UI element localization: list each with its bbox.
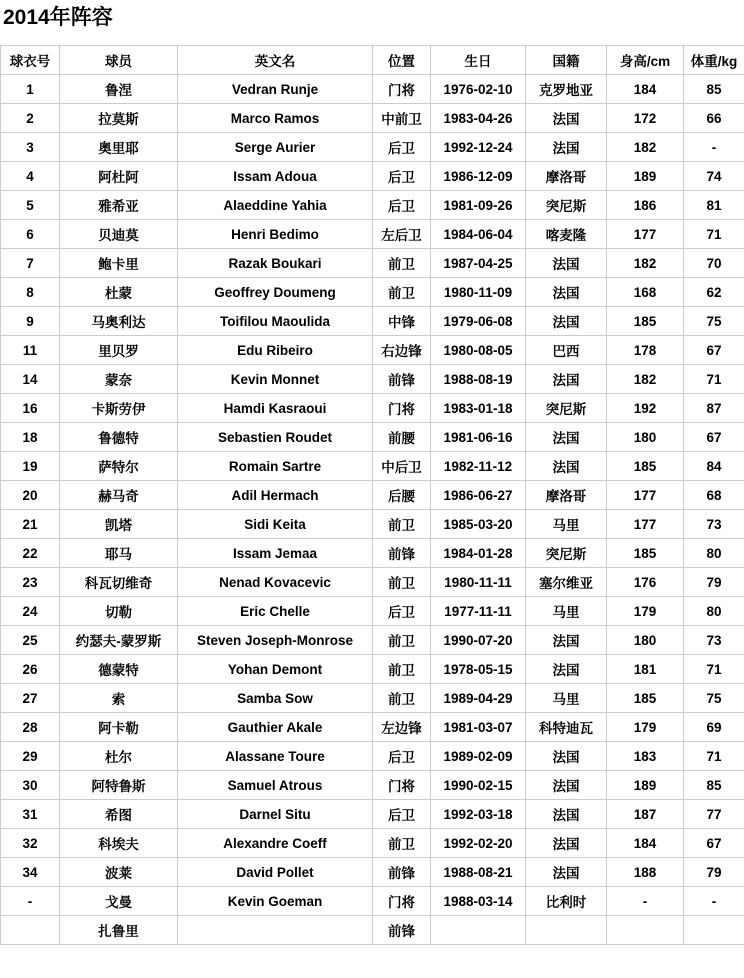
squad-table xyxy=(0,45,744,945)
table-cell: 184 xyxy=(607,75,684,104)
header-cell: 英文名 xyxy=(178,46,373,75)
table-cell: Edu Ribeiro xyxy=(178,336,373,365)
table-cell: 189 xyxy=(607,162,684,191)
table-cell: Samba Sow xyxy=(178,684,373,713)
table-cell: 摩洛哥 xyxy=(526,162,607,191)
table-row xyxy=(1,887,744,916)
table-cell: 前卫 xyxy=(373,278,431,307)
table-cell: 后卫 xyxy=(373,597,431,626)
table-cell: 11 xyxy=(1,336,60,365)
table-row xyxy=(1,452,744,481)
table-cell: 科瓦切维奇 xyxy=(60,568,178,597)
table-cell: Yohan Demont xyxy=(178,655,373,684)
table-row xyxy=(1,162,744,191)
table-cell: 突尼斯 xyxy=(526,539,607,568)
table-cell: 73 xyxy=(684,510,744,539)
table-cell: Razak Boukari xyxy=(178,249,373,278)
header-cell: 球员 xyxy=(60,46,178,75)
table-cell: 9 xyxy=(1,307,60,336)
table-cell: 约瑟夫-蒙罗斯 xyxy=(60,626,178,655)
table-cell: 阿杜阿 xyxy=(60,162,178,191)
table-cell: 31 xyxy=(1,800,60,829)
table-cell: 科特迪瓦 xyxy=(526,713,607,742)
table-cell: 179 xyxy=(607,713,684,742)
table-cell: 1982-11-12 xyxy=(431,452,526,481)
table-row xyxy=(1,104,744,133)
table-cell: Sebastien Roudet xyxy=(178,423,373,452)
table-cell: 180 xyxy=(607,626,684,655)
table-cell: Issam Jemaa xyxy=(178,539,373,568)
table-cell: 188 xyxy=(607,858,684,887)
table-cell: 177 xyxy=(607,481,684,510)
header-cell: 位置 xyxy=(373,46,431,75)
table-cell: 32 xyxy=(1,829,60,858)
table-cell: 1989-04-29 xyxy=(431,684,526,713)
table-cell: 192 xyxy=(607,394,684,423)
table-cell: 阿特鲁斯 xyxy=(60,771,178,800)
table-cell: Serge Aurier xyxy=(178,133,373,162)
table-cell: 74 xyxy=(684,162,744,191)
table-cell: 1985-03-20 xyxy=(431,510,526,539)
table-cell: 182 xyxy=(607,365,684,394)
table-cell: 30 xyxy=(1,771,60,800)
table-cell: 马里 xyxy=(526,684,607,713)
table-cell: 后卫 xyxy=(373,133,431,162)
table-cell: 鲍卡里 xyxy=(60,249,178,278)
table-cell: 前卫 xyxy=(373,249,431,278)
table-cell: 180 xyxy=(607,423,684,452)
table-cell: 5 xyxy=(1,191,60,220)
table-cell: 门将 xyxy=(373,394,431,423)
table-cell: 法国 xyxy=(526,104,607,133)
table-cell: - xyxy=(1,887,60,916)
table-cell: Darnel Situ xyxy=(178,800,373,829)
table-cell: 7 xyxy=(1,249,60,278)
table-cell: 1980-08-05 xyxy=(431,336,526,365)
table-cell: 里贝罗 xyxy=(60,336,178,365)
table-cell: 176 xyxy=(607,568,684,597)
table-cell: 1992-03-18 xyxy=(431,800,526,829)
table-row xyxy=(1,858,744,887)
table-cell: 1988-08-19 xyxy=(431,365,526,394)
table-row xyxy=(1,626,744,655)
table-cell: 1981-03-07 xyxy=(431,713,526,742)
table-cell: 185 xyxy=(607,539,684,568)
table-cell: 左后卫 xyxy=(373,220,431,249)
table-cell: 法国 xyxy=(526,771,607,800)
table-body xyxy=(1,75,744,945)
table-cell: 4 xyxy=(1,162,60,191)
table-cell: Marco Ramos xyxy=(178,104,373,133)
table-cell: 杜尔 xyxy=(60,742,178,771)
table-cell: 177 xyxy=(607,510,684,539)
page-title: 2014年阵容 xyxy=(3,6,744,30)
table-cell: 183 xyxy=(607,742,684,771)
table-row xyxy=(1,713,744,742)
table-cell: 索 xyxy=(60,684,178,713)
table-cell: 1981-09-26 xyxy=(431,191,526,220)
table-cell: 阿卡勒 xyxy=(60,713,178,742)
table-cell: Alexandre Coeff xyxy=(178,829,373,858)
header-cell: 国籍 xyxy=(526,46,607,75)
table-cell: 法国 xyxy=(526,655,607,684)
table-cell: 20 xyxy=(1,481,60,510)
table-cell: 80 xyxy=(684,539,744,568)
table-cell: 81 xyxy=(684,191,744,220)
table-cell: 前卫 xyxy=(373,684,431,713)
table-cell: 克罗地亚 xyxy=(526,75,607,104)
table-cell: 8 xyxy=(1,278,60,307)
table-cell: 70 xyxy=(684,249,744,278)
table-row xyxy=(1,278,744,307)
table-cell: 鲁德特 xyxy=(60,423,178,452)
table-cell: 80 xyxy=(684,597,744,626)
table-cell: 耶马 xyxy=(60,539,178,568)
table-row xyxy=(1,539,744,568)
table-cell: 德蒙特 xyxy=(60,655,178,684)
table-cell: 71 xyxy=(684,655,744,684)
table-row xyxy=(1,597,744,626)
table-cell: 177 xyxy=(607,220,684,249)
table-cell: 1990-07-20 xyxy=(431,626,526,655)
table-cell: 前锋 xyxy=(373,539,431,568)
table-cell: Sidi Keita xyxy=(178,510,373,539)
table-cell: 14 xyxy=(1,365,60,394)
table-row xyxy=(1,916,744,945)
table-cell: 后卫 xyxy=(373,742,431,771)
table-cell: 28 xyxy=(1,713,60,742)
header-row xyxy=(1,46,744,75)
table-cell: 87 xyxy=(684,394,744,423)
table-row xyxy=(1,423,744,452)
table-cell: 中锋 xyxy=(373,307,431,336)
table-cell: 1984-01-28 xyxy=(431,539,526,568)
table-cell: 185 xyxy=(607,452,684,481)
table-cell: 希图 xyxy=(60,800,178,829)
table-cell: 前卫 xyxy=(373,626,431,655)
table-cell: 1981-06-16 xyxy=(431,423,526,452)
table-cell: 法国 xyxy=(526,452,607,481)
table-cell: 凯塔 xyxy=(60,510,178,539)
table-cell: Toifilou Maoulida xyxy=(178,307,373,336)
table-cell: 法国 xyxy=(526,423,607,452)
table-row xyxy=(1,336,744,365)
table-cell: 186 xyxy=(607,191,684,220)
table-cell: 后卫 xyxy=(373,191,431,220)
table-cell: Geoffrey Doumeng xyxy=(178,278,373,307)
table-cell: 26 xyxy=(1,655,60,684)
table-cell: 67 xyxy=(684,829,744,858)
table-cell xyxy=(178,916,373,945)
table-cell: Steven Joseph-Monrose xyxy=(178,626,373,655)
table-cell: 前锋 xyxy=(373,916,431,945)
table-cell: 181 xyxy=(607,655,684,684)
table-cell: 6 xyxy=(1,220,60,249)
table-cell: 右边锋 xyxy=(373,336,431,365)
table-cell: 中前卫 xyxy=(373,104,431,133)
table-cell: 贝迪莫 xyxy=(60,220,178,249)
table-cell: Henri Bedimo xyxy=(178,220,373,249)
table-row xyxy=(1,771,744,800)
table-cell: 172 xyxy=(607,104,684,133)
table-cell: 1980-11-09 xyxy=(431,278,526,307)
table-cell: 法国 xyxy=(526,278,607,307)
table-cell: 71 xyxy=(684,220,744,249)
table-row xyxy=(1,510,744,539)
table-cell: 67 xyxy=(684,336,744,365)
table-row xyxy=(1,568,744,597)
table-cell: 前卫 xyxy=(373,829,431,858)
table-cell: 75 xyxy=(684,307,744,336)
table-cell: 喀麦隆 xyxy=(526,220,607,249)
table-cell: 蒙奈 xyxy=(60,365,178,394)
table-cell: 67 xyxy=(684,423,744,452)
table-cell: 雅希亚 xyxy=(60,191,178,220)
table-cell: 戈曼 xyxy=(60,887,178,916)
table-cell: Alaeddine Yahia xyxy=(178,191,373,220)
table-cell: 62 xyxy=(684,278,744,307)
table-cell: 拉莫斯 xyxy=(60,104,178,133)
table-cell: 马奥利达 xyxy=(60,307,178,336)
table-cell: 69 xyxy=(684,713,744,742)
table-cell: 法国 xyxy=(526,742,607,771)
table-cell: 1992-02-20 xyxy=(431,829,526,858)
table-cell: Gauthier Akale xyxy=(178,713,373,742)
table-cell: 85 xyxy=(684,771,744,800)
table-row xyxy=(1,365,744,394)
table-cell: 马里 xyxy=(526,510,607,539)
table-cell: 1978-05-15 xyxy=(431,655,526,684)
table-cell: 79 xyxy=(684,858,744,887)
table-cell: 68 xyxy=(684,481,744,510)
table-cell xyxy=(607,916,684,945)
table-cell: 2 xyxy=(1,104,60,133)
table-cell: Romain Sartre xyxy=(178,452,373,481)
table-cell: 23 xyxy=(1,568,60,597)
header-cell: 球衣号 xyxy=(1,46,60,75)
table-cell: 77 xyxy=(684,800,744,829)
table-row xyxy=(1,800,744,829)
table-cell: 马里 xyxy=(526,597,607,626)
table-cell: 1989-02-09 xyxy=(431,742,526,771)
table-cell: 切勒 xyxy=(60,597,178,626)
table-cell: 法国 xyxy=(526,307,607,336)
table-cell: 1992-12-24 xyxy=(431,133,526,162)
table-cell: 法国 xyxy=(526,133,607,162)
table-cell: 法国 xyxy=(526,800,607,829)
table-cell: 摩洛哥 xyxy=(526,481,607,510)
table-cell: 79 xyxy=(684,568,744,597)
table-cell: 门将 xyxy=(373,75,431,104)
table-cell: 168 xyxy=(607,278,684,307)
table-cell: 前卫 xyxy=(373,510,431,539)
table-cell: Kevin Goeman xyxy=(178,887,373,916)
table-cell: 24 xyxy=(1,597,60,626)
table-cell: 萨特尔 xyxy=(60,452,178,481)
table-cell: 波莱 xyxy=(60,858,178,887)
table-cell: 左边锋 xyxy=(373,713,431,742)
table-cell: 1 xyxy=(1,75,60,104)
table-cell: 前卫 xyxy=(373,655,431,684)
table-row xyxy=(1,742,744,771)
table-cell: 29 xyxy=(1,742,60,771)
table-cell: 27 xyxy=(1,684,60,713)
table-cell: Nenad Kovacevic xyxy=(178,568,373,597)
table-cell: 178 xyxy=(607,336,684,365)
table-cell: Eric Chelle xyxy=(178,597,373,626)
table-cell: 75 xyxy=(684,684,744,713)
table-cell: 前腰 xyxy=(373,423,431,452)
table-cell: 1980-11-11 xyxy=(431,568,526,597)
table-cell: 179 xyxy=(607,597,684,626)
table-cell: 1987-04-25 xyxy=(431,249,526,278)
table-cell: 185 xyxy=(607,307,684,336)
table-cell: 1984-06-04 xyxy=(431,220,526,249)
table-row xyxy=(1,249,744,278)
table-cell: 66 xyxy=(684,104,744,133)
table-cell: 突尼斯 xyxy=(526,394,607,423)
table-cell: 比利时 xyxy=(526,887,607,916)
table-cell: 3 xyxy=(1,133,60,162)
header-cell: 身高/cm xyxy=(607,46,684,75)
table-cell: 奥里耶 xyxy=(60,133,178,162)
table-row xyxy=(1,220,744,249)
table-cell: 杜蒙 xyxy=(60,278,178,307)
table-cell: - xyxy=(684,133,744,162)
table-cell: 189 xyxy=(607,771,684,800)
table-cell: - xyxy=(684,887,744,916)
table-cell: 1986-06-27 xyxy=(431,481,526,510)
header-cell: 体重/kg xyxy=(684,46,744,75)
table-cell: 后卫 xyxy=(373,162,431,191)
table-cell: 突尼斯 xyxy=(526,191,607,220)
table-cell: 鲁涅 xyxy=(60,75,178,104)
table-cell: 塞尔维亚 xyxy=(526,568,607,597)
table-cell: 84 xyxy=(684,452,744,481)
table-cell: 1983-04-26 xyxy=(431,104,526,133)
table-cell: 赫马奇 xyxy=(60,481,178,510)
table-cell: 73 xyxy=(684,626,744,655)
table-cell: 1979-06-08 xyxy=(431,307,526,336)
table-cell: 184 xyxy=(607,829,684,858)
table-cell: Alassane Toure xyxy=(178,742,373,771)
table-cell: 71 xyxy=(684,742,744,771)
table-row xyxy=(1,133,744,162)
table-cell: 法国 xyxy=(526,365,607,394)
table-cell: 1977-11-11 xyxy=(431,597,526,626)
table-cell: 法国 xyxy=(526,249,607,278)
table-cell: 卡斯劳伊 xyxy=(60,394,178,423)
table-row xyxy=(1,75,744,104)
table-cell: 后腰 xyxy=(373,481,431,510)
table-cell: 182 xyxy=(607,249,684,278)
table-cell: 扎鲁里 xyxy=(60,916,178,945)
table-cell: David Pollet xyxy=(178,858,373,887)
table-cell: 门将 xyxy=(373,887,431,916)
header-cell: 生日 xyxy=(431,46,526,75)
table-cell: 16 xyxy=(1,394,60,423)
table-cell: 21 xyxy=(1,510,60,539)
table-cell: 中后卫 xyxy=(373,452,431,481)
table-cell: 前锋 xyxy=(373,365,431,394)
table-cell: 法国 xyxy=(526,626,607,655)
table-row xyxy=(1,191,744,220)
table-cell: 34 xyxy=(1,858,60,887)
table-cell: 185 xyxy=(607,684,684,713)
table-row xyxy=(1,307,744,336)
table-cell: 前锋 xyxy=(373,858,431,887)
table-cell: Vedran Runje xyxy=(178,75,373,104)
table-cell: 19 xyxy=(1,452,60,481)
table-cell: Kevin Monnet xyxy=(178,365,373,394)
table-cell: 1988-03-14 xyxy=(431,887,526,916)
table-cell: 1990-02-15 xyxy=(431,771,526,800)
table-cell xyxy=(1,916,60,945)
table-cell: Hamdi Kasraoui xyxy=(178,394,373,423)
table-cell: 18 xyxy=(1,423,60,452)
table-cell: 门将 xyxy=(373,771,431,800)
table-cell: 25 xyxy=(1,626,60,655)
table-cell: 22 xyxy=(1,539,60,568)
table-cell: 1988-08-21 xyxy=(431,858,526,887)
table-cell: 182 xyxy=(607,133,684,162)
table-cell: 科埃夫 xyxy=(60,829,178,858)
table-cell: 71 xyxy=(684,365,744,394)
table-cell: 1983-01-18 xyxy=(431,394,526,423)
table-row xyxy=(1,684,744,713)
table-cell: - xyxy=(607,887,684,916)
table-cell: 法国 xyxy=(526,829,607,858)
table-row xyxy=(1,394,744,423)
table-cell: 187 xyxy=(607,800,684,829)
table-cell: 前卫 xyxy=(373,568,431,597)
table-cell: Adil Hermach xyxy=(178,481,373,510)
table-cell xyxy=(526,916,607,945)
table-cell: 1986-12-09 xyxy=(431,162,526,191)
table-cell: 后卫 xyxy=(373,800,431,829)
table-cell: Issam Adoua xyxy=(178,162,373,191)
table-row xyxy=(1,829,744,858)
table-cell: 巴西 xyxy=(526,336,607,365)
table-cell: 法国 xyxy=(526,858,607,887)
table-cell xyxy=(684,916,744,945)
table-cell xyxy=(431,916,526,945)
table-row xyxy=(1,655,744,684)
table-cell: Samuel Atrous xyxy=(178,771,373,800)
table-cell: 1976-02-10 xyxy=(431,75,526,104)
table-row xyxy=(1,481,744,510)
table-cell: 85 xyxy=(684,75,744,104)
